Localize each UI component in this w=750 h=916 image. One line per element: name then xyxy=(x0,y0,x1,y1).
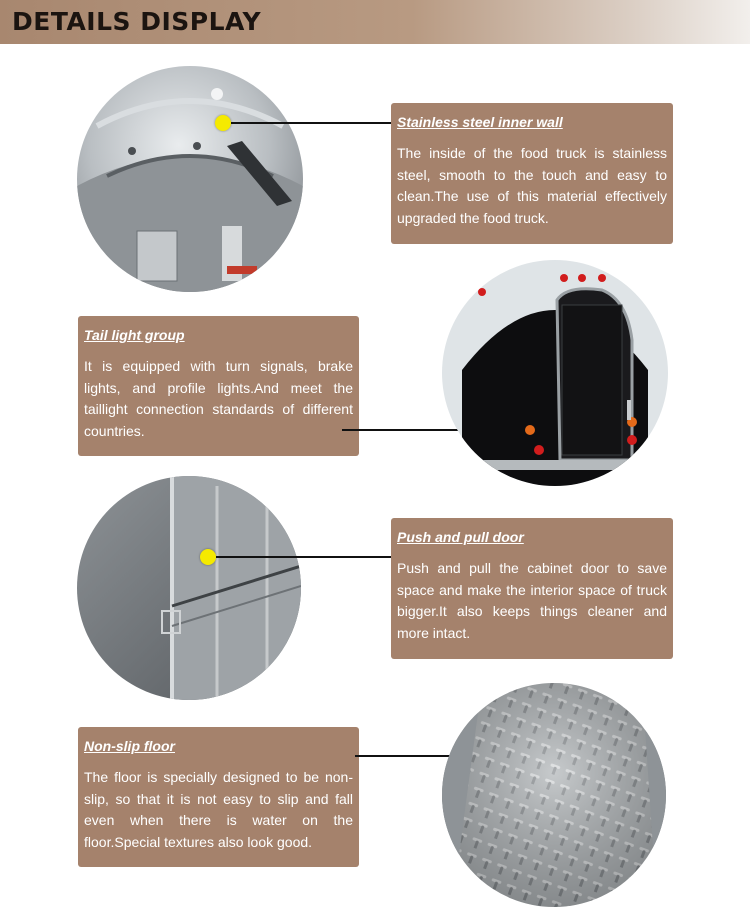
inner-wall-photo xyxy=(77,66,303,292)
detail-text-tail-light: It is equipped with turn signals, brake lights, and profile lights.And meet the taillight connection standards of different countries. xyxy=(84,358,353,439)
detail-text-push-pull-door: Push and pull the cabinet door to save space and make the interior space of truck bigger.It also keeps things cleaner and more intact. xyxy=(397,560,667,641)
push-pull-door-photo xyxy=(77,476,301,700)
detail-box-push-pull-door xyxy=(391,518,673,659)
connector-line-inner-wall xyxy=(231,122,395,124)
detail-text-non-slip-floor: The floor is specially designed to be non-slip, so that it is not easy to slip and fall even when there is water on the floor.Special textures also look good. xyxy=(84,769,353,850)
header-banner xyxy=(0,0,750,44)
marker-dot-inner-wall xyxy=(215,115,231,131)
page-title: DETAILS DISPLAY xyxy=(12,7,262,36)
marker-dot-push-pull-door xyxy=(200,549,216,565)
detail-title-tail-light: Tail light group xyxy=(84,327,185,343)
detail-title-inner-wall: Stainless steel inner wall xyxy=(397,114,563,130)
tail-light-photo xyxy=(442,260,668,486)
non-slip-floor-photo xyxy=(442,683,666,907)
detail-title-push-pull-door: Push and pull door xyxy=(397,529,524,545)
connector-line-push-pull-door xyxy=(216,556,394,558)
detail-title-non-slip-floor: Non-slip floor xyxy=(84,738,175,754)
detail-box-inner-wall xyxy=(391,103,673,244)
detail-text-inner-wall: The inside of the food truck is stainless steel, smooth to the touch and easy to clean.The use of this material effectively upgraded the food truck. xyxy=(397,145,667,226)
detail-box-tail-light xyxy=(78,316,359,456)
detail-box-non-slip-floor xyxy=(78,727,359,867)
